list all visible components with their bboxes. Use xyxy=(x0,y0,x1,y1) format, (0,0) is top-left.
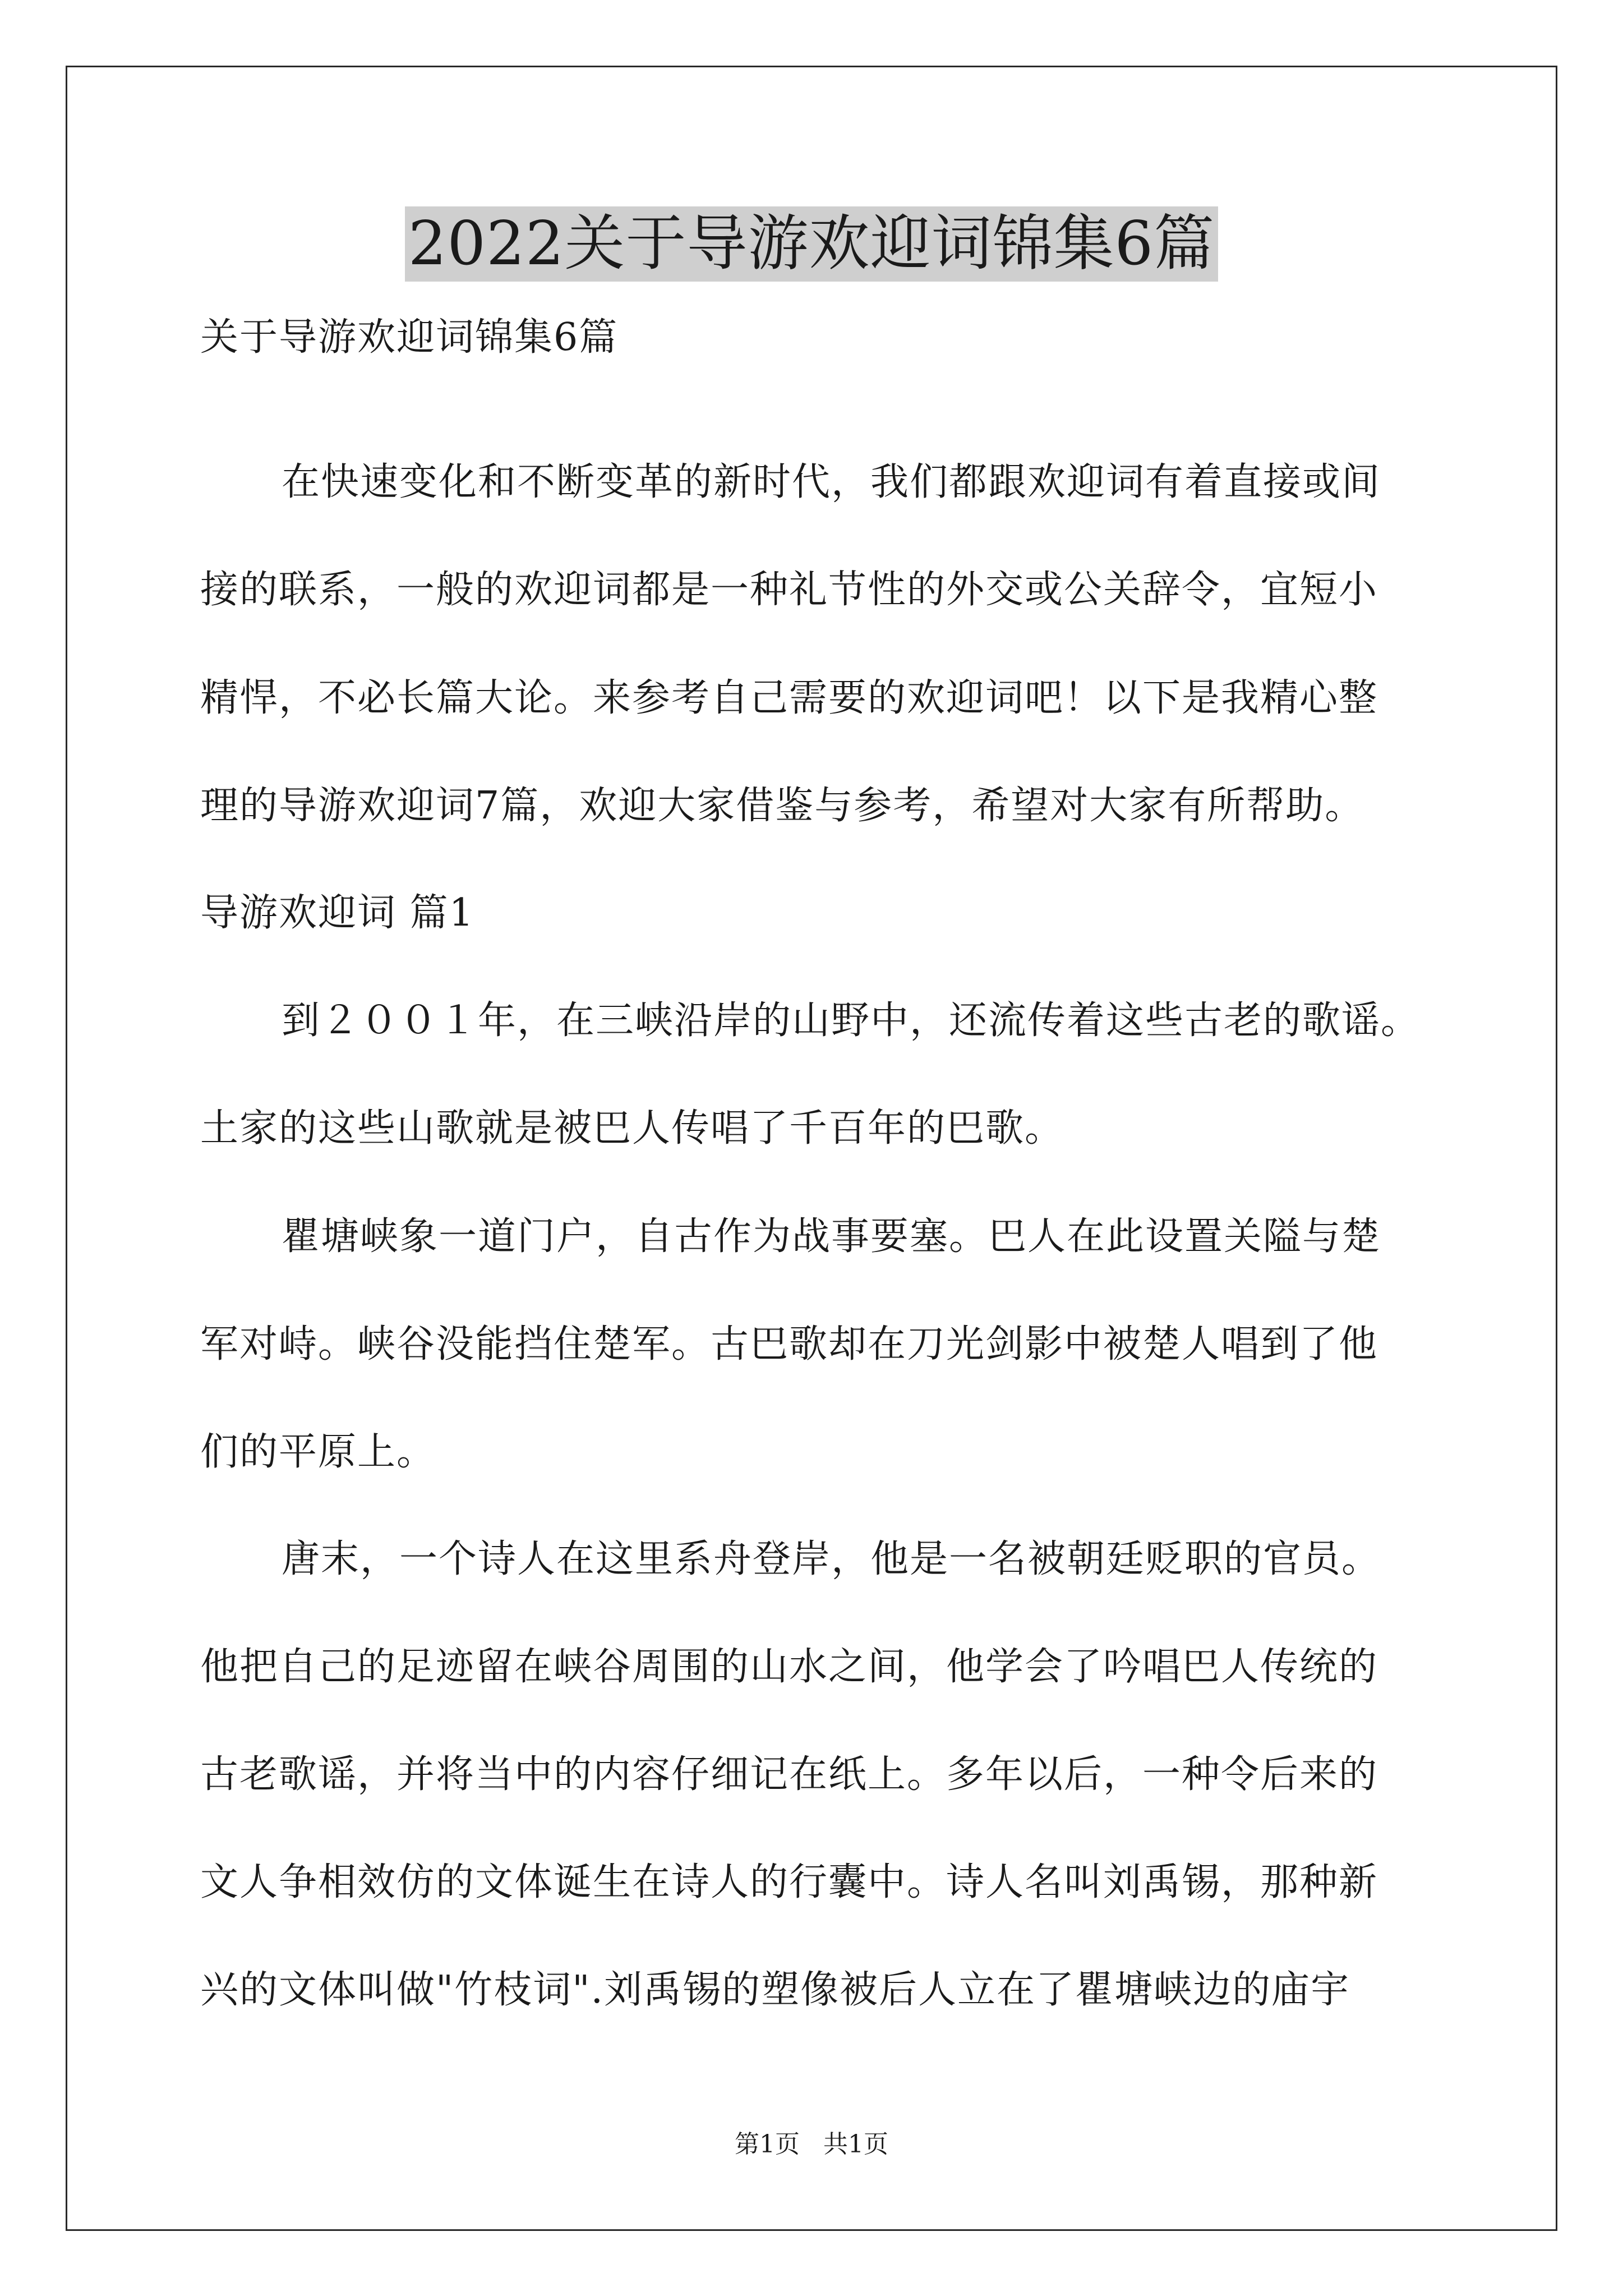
paragraph-line: 们的平原上。 xyxy=(200,1430,436,1474)
paragraph-line: 理的导游欢迎词7篇，欢迎大家借鉴与参考，希望对大家有所帮助。 xyxy=(200,784,1364,828)
subtitle-line: 关于导游欢迎词锦集6篇 xyxy=(200,315,619,360)
paragraph-line: 文人争相效仿的文体诞生在诗人的行囊中。诗人名叫刘禹锡，那种新 xyxy=(200,1860,1378,1904)
title-container xyxy=(0,206,1623,282)
document-title: 2022关于导游欢迎词锦集6篇 xyxy=(405,206,1219,282)
section-heading: 导游欢迎词 篇1 xyxy=(200,891,474,935)
paragraph-line: 到２００１年，在三峡沿岸的山野中，还流传着这些古老的歌谣。 xyxy=(282,999,1421,1043)
paragraph-line: 接的联系，一般的欢迎词都是一种礼节性的外交或公关辞令，宜短小 xyxy=(200,568,1378,612)
paragraph-line: 土家的这些山歌就是被巴人传唱了千百年的巴歌。 xyxy=(200,1106,1064,1151)
paragraph-line: 军对峙。峡谷没能挡住楚军。古巴歌却在刀光剑影中被楚人唱到了他 xyxy=(200,1322,1378,1366)
paragraph-line: 古老歌谣，并将当中的内容仔细记在纸上。多年以后，一种令后来的 xyxy=(200,1752,1378,1797)
paragraph-line: 在快速变化和不断变革的新时代，我们都跟欢迎词有着直接或间 xyxy=(282,460,1381,504)
paragraph-line: 兴的文体叫做"竹枝词".刘禹锡的塑像被后人立在了瞿塘峡边的庙宇 xyxy=(200,1968,1350,2012)
page-number: 第1页 xyxy=(735,2130,800,2159)
paragraph-line: 唐末，一个诗人在这里系舟登岸，他是一名被朝廷贬职的官员。 xyxy=(282,1537,1381,1581)
page-total: 共1页 xyxy=(823,2130,888,2159)
paragraph-line: 他把自己的足迹留在峡谷周围的山水之间，他学会了吟唱巴人传统的 xyxy=(200,1645,1378,1689)
paragraph-line: 瞿塘峡象一道门户，自古作为战事要塞。巴人在此设置关隘与楚 xyxy=(282,1214,1381,1259)
paragraph-line: 精悍，不必长篇大论。来参考自己需要的欢迎词吧！以下是我精心整 xyxy=(200,676,1378,720)
page-footer xyxy=(0,2129,1623,2160)
